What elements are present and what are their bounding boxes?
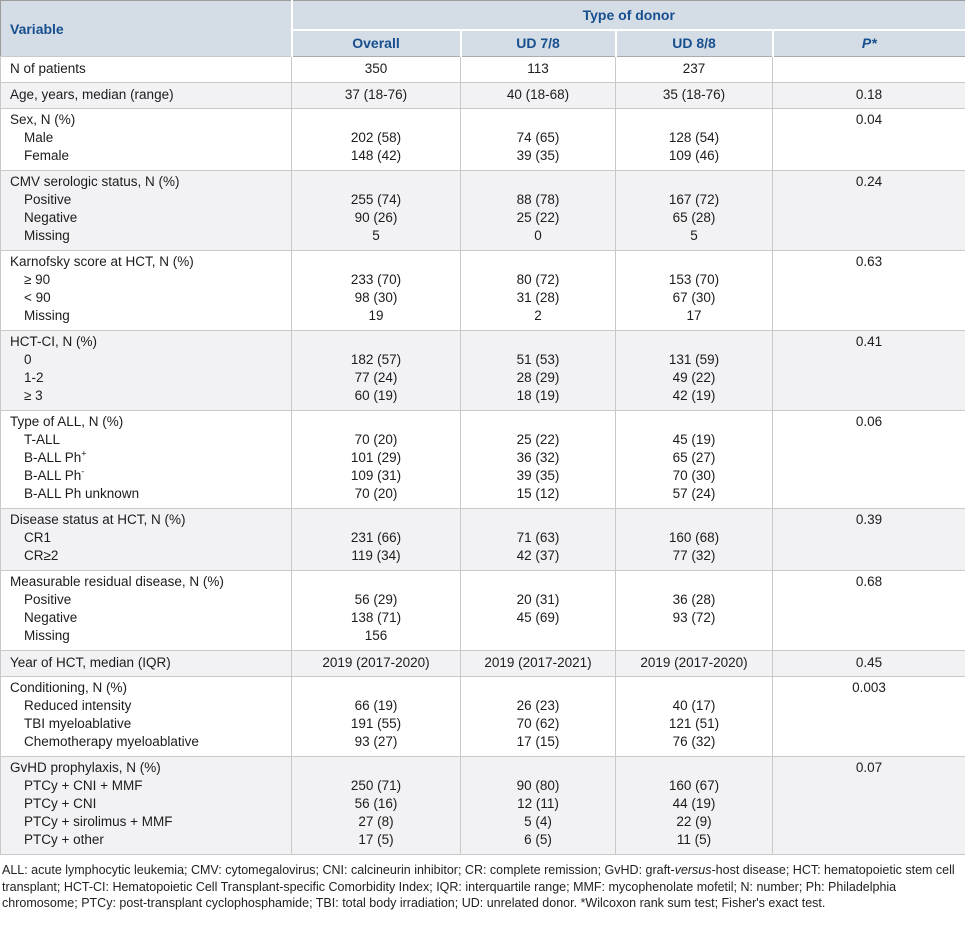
cell-value: 17 [686, 308, 702, 323]
p-value-cell [773, 83, 965, 109]
value-cell [292, 251, 461, 331]
p-value: 0.63 [855, 254, 883, 269]
cell-value: 109 (46) [668, 148, 720, 163]
cell-value: 42 (37) [516, 548, 560, 563]
item-label-text: 1-2 [24, 370, 44, 385]
spacer-line [292, 573, 460, 591]
spacer-line [292, 333, 460, 351]
variable-item-label [1, 191, 291, 209]
cell-value: 66 (19) [354, 698, 398, 713]
variable-item-label [1, 271, 291, 289]
variable-item-label [1, 795, 291, 813]
item-label-text: PTCy + sirolimus + MMF [24, 814, 173, 829]
cell-value: 65 (27) [672, 450, 716, 465]
spacer-line [292, 759, 460, 777]
cell-value: 237 [682, 61, 706, 76]
variable-item-label [1, 369, 291, 387]
p-value-cell [773, 251, 965, 331]
variable-item-label [1, 485, 291, 503]
spacer-line [616, 511, 772, 529]
variable-item-label [1, 227, 291, 245]
value-cell [461, 571, 616, 651]
column-header-ud-8-8: UD 8/8 [616, 30, 773, 57]
cell-value: 20 (31) [516, 592, 560, 607]
table-row [1, 651, 965, 677]
cell-value: 202 (58) [350, 130, 402, 145]
cell-value: 153 (70) [668, 272, 720, 287]
spacer-line [616, 573, 772, 591]
spacer-line [292, 413, 460, 431]
table-body [1, 57, 965, 855]
variable-cell [1, 83, 292, 109]
cell-value: 5 (4) [524, 814, 552, 829]
spacer-line [616, 679, 772, 697]
p-value: 0.39 [855, 512, 883, 527]
value-cell [616, 331, 773, 411]
table-row [1, 57, 965, 83]
cell-value: 90 (26) [354, 210, 398, 225]
variable-item-label [1, 831, 291, 849]
p-value-cell [773, 509, 965, 571]
cell-value: 70 (20) [354, 432, 398, 447]
item-label-text: Positive [24, 192, 72, 207]
p-value: 0.45 [855, 655, 883, 670]
variable-item-label [1, 307, 291, 325]
variable-group-label: Measurable residual disease, N (%) [10, 574, 224, 589]
value-cell [616, 651, 773, 677]
item-label-text: CR≥2 [24, 548, 59, 563]
cell-value: 160 (68) [668, 530, 720, 545]
cell-value [461, 627, 615, 645]
cell-value: 31 (28) [516, 290, 560, 305]
variable-cell [1, 251, 292, 331]
variable-group-label: Type of ALL, N (%) [10, 414, 124, 429]
variable-group-label: Disease status at HCT, N (%) [10, 512, 186, 527]
spacer-line [616, 413, 772, 431]
column-header-type-of-donor: Type of donor [292, 1, 965, 30]
cell-value: 22 (9) [676, 814, 712, 829]
spacer-line [461, 111, 615, 129]
variable-item-label [1, 529, 291, 547]
item-label-text: ≥ 90 [24, 272, 51, 287]
spacer-line [461, 413, 615, 431]
p-value: 0.68 [855, 574, 883, 589]
value-cell [292, 83, 461, 109]
value-cell [292, 509, 461, 571]
spacer-line [292, 511, 460, 529]
footnote-versus-italic: versus [674, 863, 712, 877]
item-label-text: Missing [24, 308, 70, 323]
cell-value [616, 627, 772, 645]
variable-group-label: Sex, N (%) [10, 112, 76, 127]
item-label-text: CR1 [24, 530, 52, 545]
item-label-text: PTCy + other [24, 832, 104, 847]
table-header [1, 1, 965, 57]
value-cell [461, 171, 616, 251]
cell-value: 36 (32) [516, 450, 560, 465]
variable-item-label [1, 547, 291, 565]
cell-value: 5 [690, 228, 698, 243]
cell-value: 60 (19) [354, 388, 398, 403]
p-value: 0.003 [852, 680, 886, 695]
item-label-text: Chemotherapy myeloablative [24, 734, 199, 749]
cell-value: 5 [372, 228, 380, 243]
cell-value: 40 (18-68) [506, 87, 570, 102]
variable-item-label [1, 351, 291, 369]
item-label-text: B-ALL Ph unknown [24, 486, 140, 501]
cell-value: 77 (24) [354, 370, 398, 385]
spacer-line [292, 111, 460, 129]
item-label-text: B-ALL Ph [24, 450, 82, 465]
cell-value: 2019 (2017-2021) [484, 655, 592, 670]
variable-cell [1, 651, 292, 677]
p-value: 0.18 [855, 87, 883, 102]
cell-value: 25 (22) [516, 210, 560, 225]
cell-value: 15 (12) [516, 486, 560, 501]
footnote-text-part1: ALL: acute lymphocytic leukemia; CMV: cytomegalovirus; CNI: calcineurin inhibitor; CR: complete remission; GvHD: graft- [2, 863, 675, 877]
variable-group-label: Karnofsky score at HCT, N (%) [10, 254, 194, 269]
spacer-line [461, 759, 615, 777]
cell-value: 2 [534, 308, 542, 323]
table-group-row [1, 331, 965, 411]
p-value-cell [773, 411, 965, 509]
cell-value: 191 (55) [350, 716, 402, 731]
item-label-text: B-ALL Ph [24, 468, 82, 483]
variable-group-label: HCT-CI, N (%) [10, 334, 97, 349]
value-cell [461, 83, 616, 109]
variable-item-label [1, 129, 291, 147]
item-label-text: Reduced intensity [24, 698, 132, 713]
p-value-cell [773, 331, 965, 411]
cell-value: 6 (5) [524, 832, 552, 847]
variable-item-label [1, 733, 291, 751]
ph-superscript: - [81, 467, 85, 477]
cell-value: 19 [368, 308, 384, 323]
cell-value: 65 (28) [672, 210, 716, 225]
cell-value: 167 (72) [668, 192, 720, 207]
variable-item-label [1, 209, 291, 227]
value-cell [461, 677, 616, 757]
variable-cell [1, 571, 292, 651]
cell-value: 2019 (2017-2020) [640, 655, 748, 670]
variable-item-label [1, 777, 291, 795]
cell-value: 0 [534, 228, 542, 243]
spacer-line [292, 173, 460, 191]
spacer-line [461, 679, 615, 697]
value-cell [292, 411, 461, 509]
cell-value: 121 (51) [668, 716, 720, 731]
variable-cell [1, 57, 292, 83]
variable-group-label: N of patients [10, 61, 86, 76]
p-value: 0.24 [855, 174, 883, 189]
cell-value: 12 (11) [517, 796, 559, 811]
p-value-cell [773, 571, 965, 651]
variable-item-label [1, 591, 291, 609]
variable-item-label [1, 147, 291, 165]
cell-value: 25 (22) [516, 432, 560, 447]
cell-value: 74 (65) [516, 130, 560, 145]
spacer-line [616, 111, 772, 129]
item-label-text: Negative [24, 210, 78, 225]
variable-cell [1, 509, 292, 571]
table-group-row [1, 509, 965, 571]
cell-value: 42 (19) [672, 388, 716, 403]
item-label-text: < 90 [24, 290, 51, 305]
p-value-cell [773, 651, 965, 677]
variable-cell [1, 677, 292, 757]
p-value: 0.04 [855, 112, 883, 127]
cell-value: 160 (67) [668, 778, 720, 793]
value-cell [461, 509, 616, 571]
variable-item-label [1, 431, 291, 449]
table-group-row [1, 109, 965, 171]
cell-value: 26 (23) [516, 698, 560, 713]
spacer-line [616, 759, 772, 777]
variable-group-label: CMV serologic status, N (%) [10, 174, 180, 189]
cell-value: 36 (28) [672, 592, 716, 607]
footnote-text-part2: -host disease; HCT: hematopoietic stem cell transplant; HCT-CI: Hematopoietic Cell Transplant-specific Comorbidity Index; IQR: interquartile range; MMF: mycophenolate mofetil; N: number; Ph: Philadelphia chromosome; PTCy: post-transplant cyclophosphamide; TBI: total body irradiation; UD: unrelated donor. *Wilcoxon rank sum test; Fisher's exact test. [2, 863, 955, 910]
cell-value: 98 (30) [354, 290, 398, 305]
cell-value: 18 (19) [516, 388, 560, 403]
value-cell [461, 57, 616, 83]
p-value: 0.06 [855, 414, 883, 429]
item-label-text: PTCy + CNI [24, 796, 97, 811]
p-value-cell [773, 57, 965, 83]
cell-value: 57 (24) [672, 486, 716, 501]
p-value: 0.41 [855, 334, 883, 349]
cell-value: 128 (54) [668, 130, 720, 145]
variable-group-label: Year of HCT, median (IQR) [10, 655, 171, 670]
value-cell [292, 571, 461, 651]
variable-group-label: Age, years, median (range) [10, 87, 174, 102]
cell-value: 70 (20) [354, 486, 398, 501]
item-label-text: Negative [24, 610, 78, 625]
variable-cell [1, 411, 292, 509]
p-value-cell [773, 757, 965, 855]
item-label-text: PTCy + CNI + MMF [24, 778, 143, 793]
cell-value: 56 (16) [354, 796, 398, 811]
value-cell [616, 171, 773, 251]
cell-value: 76 (32) [672, 734, 716, 749]
p-value: 0.07 [855, 760, 883, 775]
value-cell [461, 411, 616, 509]
value-cell [616, 57, 773, 83]
variable-item-label [1, 813, 291, 831]
spacer-line [292, 253, 460, 271]
cell-value: 101 (29) [350, 450, 402, 465]
variable-item-label [1, 715, 291, 733]
spacer-line [461, 573, 615, 591]
cell-value: 90 (80) [516, 778, 560, 793]
value-cell [292, 677, 461, 757]
column-header-p-value: P* [773, 30, 965, 57]
cell-value: 39 (35) [516, 148, 560, 163]
cell-value: 109 (31) [350, 468, 402, 483]
table-row [1, 83, 965, 109]
value-cell [461, 757, 616, 855]
item-label-text: Positive [24, 592, 72, 607]
variable-item-label [1, 697, 291, 715]
cell-value: 37 (18-76) [344, 87, 408, 102]
variable-cell [1, 757, 292, 855]
value-cell [292, 651, 461, 677]
value-cell [616, 411, 773, 509]
value-cell [616, 757, 773, 855]
cell-value: 45 (69) [516, 610, 560, 625]
cell-value: 56 (29) [354, 592, 398, 607]
value-cell [461, 331, 616, 411]
cell-value: 148 (42) [350, 148, 402, 163]
variable-item-label [1, 467, 291, 485]
cell-value: 2019 (2017-2020) [322, 655, 430, 670]
item-label-text: TBI myeloablative [24, 716, 132, 731]
cell-value: 182 (57) [350, 352, 402, 367]
cell-value: 93 (27) [354, 734, 398, 749]
variable-cell [1, 109, 292, 171]
value-cell [292, 109, 461, 171]
value-cell [616, 509, 773, 571]
p-value [773, 60, 965, 78]
value-cell [292, 757, 461, 855]
ph-superscript: + [81, 449, 87, 459]
cell-value: 71 (63) [516, 530, 560, 545]
cell-value: 231 (66) [350, 530, 402, 545]
variable-item-label [1, 609, 291, 627]
cell-value: 44 (19) [672, 796, 716, 811]
variable-group-label: Conditioning, N (%) [10, 680, 128, 695]
cell-value: 27 (8) [358, 814, 394, 829]
variable-item-label [1, 627, 291, 645]
value-cell [461, 651, 616, 677]
table-group-row [1, 757, 965, 855]
p-value-cell [773, 109, 965, 171]
table-group-row [1, 171, 965, 251]
spacer-line [461, 333, 615, 351]
cell-value: 350 [364, 61, 388, 76]
item-label-text: ≥ 3 [24, 388, 43, 403]
spacer-line [616, 333, 772, 351]
value-cell [461, 109, 616, 171]
cell-value: 49 (22) [672, 370, 716, 385]
item-label-text: Female [24, 148, 70, 163]
cell-value: 119 (34) [351, 548, 401, 563]
table-group-row [1, 251, 965, 331]
cell-value: 51 (53) [516, 352, 560, 367]
cell-value: 40 (17) [672, 698, 716, 713]
column-header-overall: Overall [292, 30, 461, 57]
cell-value: 255 (74) [350, 192, 402, 207]
spacer-line [616, 173, 772, 191]
cell-value: 156 [364, 628, 388, 643]
table-group-row [1, 677, 965, 757]
value-cell [616, 251, 773, 331]
p-value-cell [773, 171, 965, 251]
value-cell [616, 677, 773, 757]
item-label-text: Missing [24, 228, 70, 243]
spacer-line [292, 679, 460, 697]
value-cell [292, 331, 461, 411]
cell-value: 67 (30) [672, 290, 716, 305]
spacer-line [461, 253, 615, 271]
item-label-text: Missing [24, 628, 70, 643]
cell-value: 80 (72) [516, 272, 560, 287]
value-cell [616, 109, 773, 171]
variable-item-label [1, 289, 291, 307]
cell-value: 17 (5) [358, 832, 394, 847]
cell-value: 88 (78) [516, 192, 560, 207]
column-header-variable: Variable [1, 1, 292, 57]
cell-value: 45 (19) [672, 432, 716, 447]
cell-value: 70 (30) [672, 468, 716, 483]
variable-cell [1, 331, 292, 411]
cell-value: 138 (71) [350, 610, 402, 625]
cell-value: 35 (18-76) [662, 87, 726, 102]
item-label-text: T-ALL [24, 432, 61, 447]
cell-value: 131 (59) [668, 352, 720, 367]
cell-value: 77 (32) [672, 548, 716, 563]
cell-value: 70 (62) [516, 716, 560, 731]
value-cell [616, 571, 773, 651]
table-group-row [1, 571, 965, 651]
cell-value: 11 (5) [676, 832, 712, 847]
value-cell [292, 171, 461, 251]
abbreviations-footnote [0, 855, 965, 912]
cell-value: 17 (15) [516, 734, 560, 749]
value-cell [292, 57, 461, 83]
table-group-row [1, 411, 965, 509]
variable-cell [1, 171, 292, 251]
cell-value: 233 (70) [350, 272, 402, 287]
cell-value: 113 [527, 61, 549, 76]
header-row-span [1, 1, 965, 30]
variable-group-label: GvHD prophylaxis, N (%) [10, 760, 161, 775]
p-value-cell [773, 677, 965, 757]
variable-item-label [1, 387, 291, 405]
cell-value: 93 (72) [672, 610, 716, 625]
variable-item-label [1, 449, 291, 467]
spacer-line [616, 253, 772, 271]
item-label-text: 0 [24, 352, 32, 367]
spacer-line [461, 511, 615, 529]
column-header-ud-7-8: UD 7/8 [461, 30, 616, 57]
cell-value: 39 (35) [516, 468, 560, 483]
value-cell [461, 251, 616, 331]
item-label-text: Male [24, 130, 54, 145]
cell-value: 250 (71) [350, 778, 402, 793]
cell-value: 28 (29) [516, 370, 560, 385]
value-cell [616, 83, 773, 109]
spacer-line [461, 173, 615, 191]
